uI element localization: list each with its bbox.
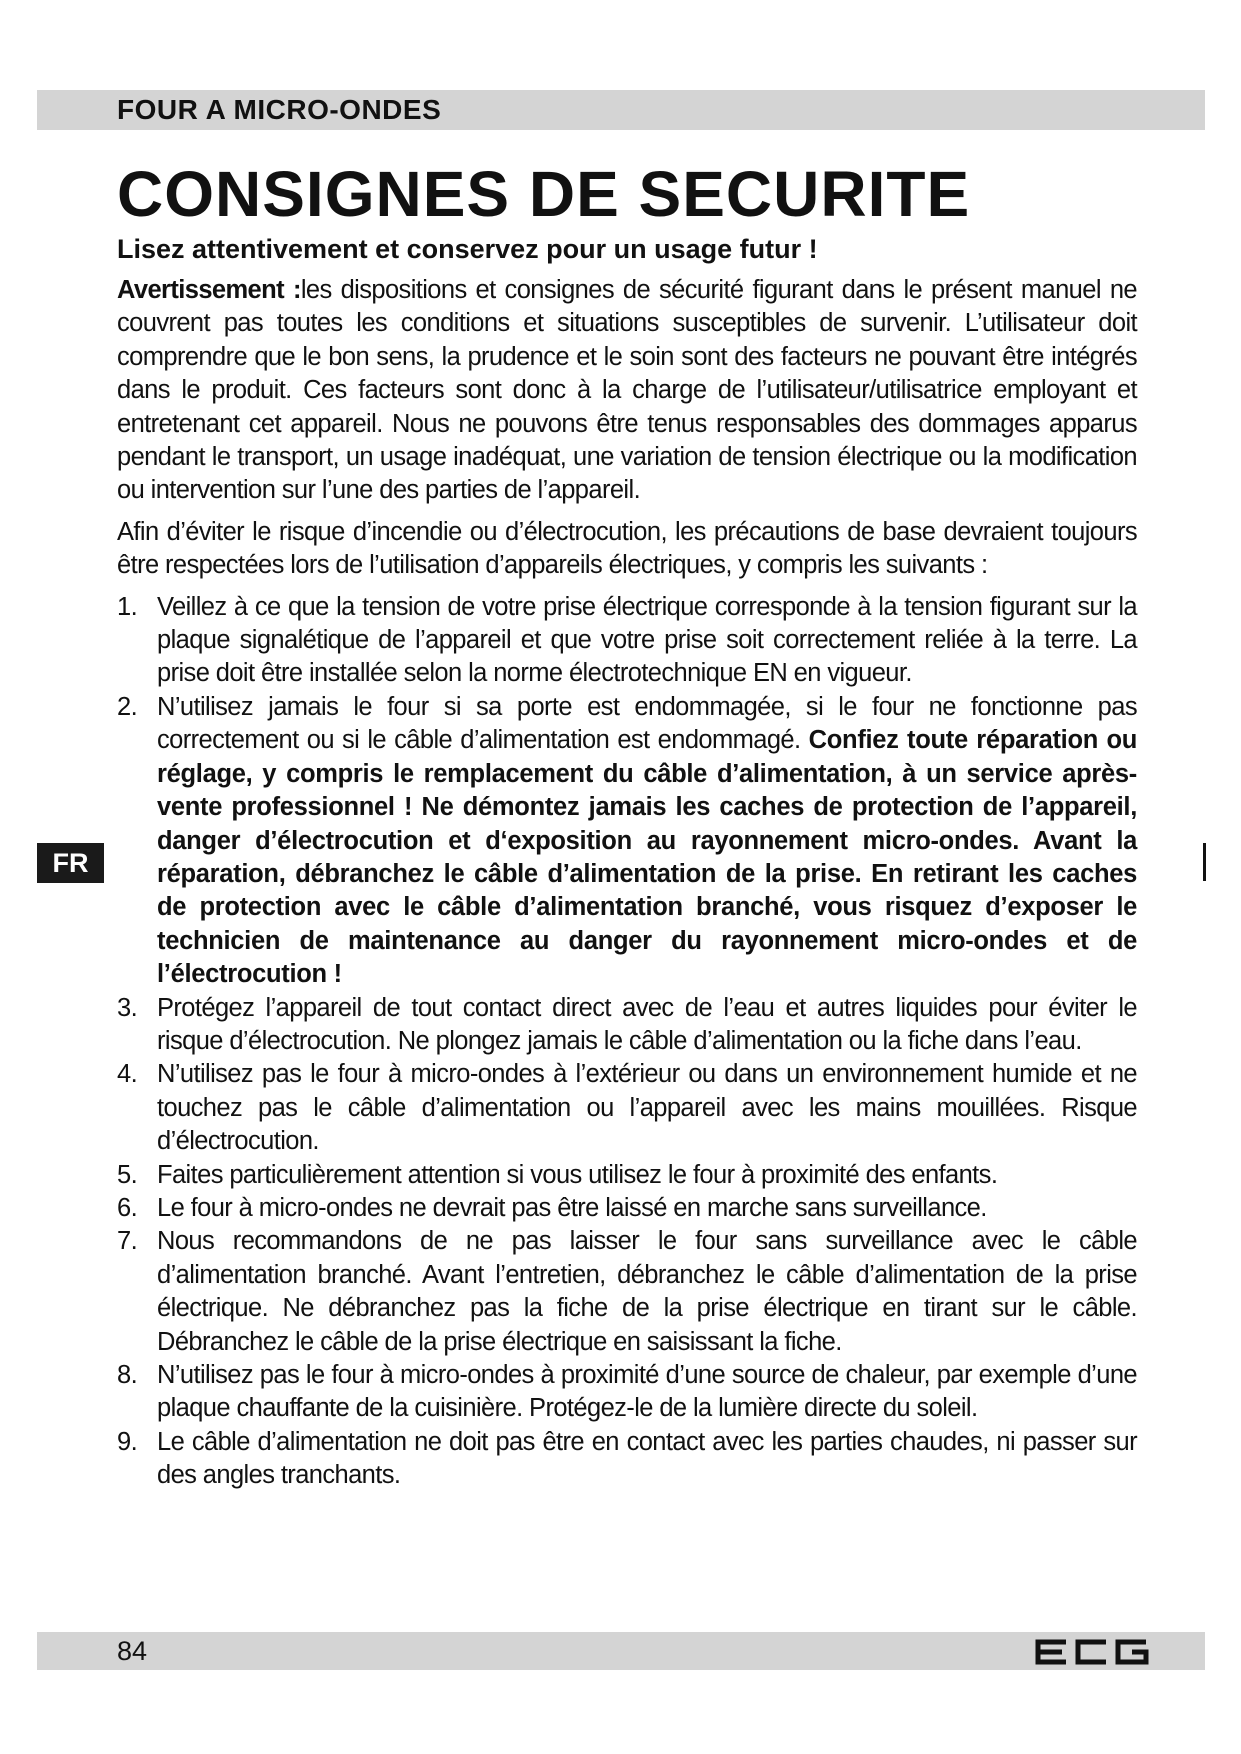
list-item bbox=[117, 1359, 1137, 1426]
list-item-number: 9. bbox=[117, 1427, 138, 1456]
warning-paragraph bbox=[117, 274, 1137, 508]
list-item-text: Protégez l’appareil de tout contact direct avec de l’eau et autres liquides pour éviter le risque d’électrocution. Ne plongez jamais le câble d’alimentation ou la fiche dans l’eau. bbox=[157, 993, 1137, 1055]
language-tab: FR bbox=[37, 843, 104, 883]
list-item bbox=[117, 691, 1137, 992]
list-item-text: N’utilisez pas le four à micro-ondes à proximité d’une source de chaleur, par exemple d’une plaque chauffante de la cuisinière. Protégez-le de la lumière directe du soleil. bbox=[157, 1361, 1137, 1423]
side-margin-mark bbox=[1203, 843, 1206, 881]
list-item bbox=[117, 1058, 1137, 1158]
footer-bar bbox=[37, 1632, 1205, 1670]
list-item bbox=[117, 591, 1137, 691]
list-item bbox=[117, 1192, 1137, 1225]
list-item-text: Le câble d’alimentation ne doit pas être en contact avec les parties chaudes, ni passer sur des angles tranchants. bbox=[157, 1427, 1137, 1490]
list-item bbox=[117, 1159, 1137, 1192]
warning-label: Avertissement : bbox=[117, 276, 301, 304]
list-item-number: 7. bbox=[117, 1227, 138, 1256]
list-item-text: Veillez à ce que la tension de votre prise électrique corresponde à la tension figurant sur la plaque signalétique de l’appareil et que votre prise soit correctement reliée à la terre. La prise doit être installée selon la norme électrotechnique EN en vigueur. bbox=[157, 592, 1137, 688]
main-content bbox=[117, 158, 1137, 1493]
page-number: 84 bbox=[117, 1636, 148, 1666]
ecg-logo-icon bbox=[1032, 1638, 1152, 1666]
list-item-number: 1. bbox=[117, 592, 138, 621]
page-subtitle: Lisez attentivement et conservez pour un usage futur ! bbox=[117, 234, 818, 264]
safety-rules-list bbox=[117, 591, 1137, 1493]
list-item-number: 2. bbox=[117, 692, 138, 721]
list-item bbox=[117, 1225, 1137, 1359]
list-item bbox=[117, 992, 1137, 1059]
list-item-text: Faites particulièrement attention si vous utilisez le four à proximité des enfants. bbox=[157, 1160, 998, 1189]
list-item-text: N’utilisez jamais le four si sa porte est endommagée, si le four ne fonctionne pas correctement ou si le câble d’alimentation est endommagé. bbox=[157, 692, 1137, 755]
header-bar bbox=[37, 90, 1205, 130]
list-item-number: 8. bbox=[117, 1361, 138, 1389]
page-title: CONSIGNES DE SECURITE bbox=[117, 158, 971, 230]
list-item-number: 4. bbox=[117, 1060, 138, 1089]
intro-paragraph: Afin d’éviter le risque d’incendie ou d’électrocution, les précautions de base devraient toujours être respectées lors de l’utilisation d’appareils électriques, y compris les suivants : bbox=[117, 517, 1137, 580]
header-title: FOUR A MICRO-ONDES bbox=[117, 94, 442, 125]
list-item-number: 5. bbox=[117, 1160, 138, 1189]
list-item-bold-warning: Confiez toute réparation ou réglage, y compris le remplacement du câble d’alimentation, à un service après-vente professionnel ! Ne démontez jamais les caches de protection de l’appareil, danger d’électrocution et d‘exposition au rayonnement micro-ondes. Avant la réparation, débranchez le câble d’alimentation de la prise. En retirant les caches de protection avec le câble d’alimentation branché, vous risquez d’exposer le technicien de maintenance au danger du rayonnement micro-ondes et de l’électrocution ! bbox=[157, 726, 1137, 989]
warning-text: les dispositions et consignes de sécurité figurant dans le présent manuel ne couvrent pas toutes les conditions et situations susceptibles de survenir. L’utilisateur doit comprendre que le bon sens, la prudence et le soin sont des facteurs ne pouvant être intégrés dans le produit. Ces facteurs sont donc à la charge de l’utilisateur/utilisatrice employant et entretenant cet appareil. Nous ne pouvons être tenus responsables des dommages apparus pendant le transport, un usage inadéquat, une variation de tension électrique ou la modification ou intervention sur l’une des parties de l’appareil. bbox=[117, 276, 1137, 505]
list-item-text: Nous recommandons de ne pas laisser le four sans surveillance avec le câble d’alimentation branché. Avant l’entretien, débranchez le câble d’alimentation de la prise électrique. Ne débranchez pas la fiche de la prise électrique en tirant sur le câble. Débranchez le câble de la prise électrique en saisissant la fiche. bbox=[157, 1227, 1137, 1356]
list-item-text: Le four à micro-ondes ne devrait pas être laissé en marche sans surveillance. bbox=[157, 1193, 987, 1222]
list-item-number: 3. bbox=[117, 993, 138, 1022]
list-item-text: N’utilisez pas le four à micro-ondes à l’extérieur ou dans un environnement humide et ne touchez pas le câble d’alimentation ou l’appareil avec les mains mouillées. Risque d’électrocution. bbox=[157, 1060, 1137, 1156]
list-item-number: 6. bbox=[117, 1193, 138, 1222]
list-item bbox=[117, 1426, 1137, 1493]
